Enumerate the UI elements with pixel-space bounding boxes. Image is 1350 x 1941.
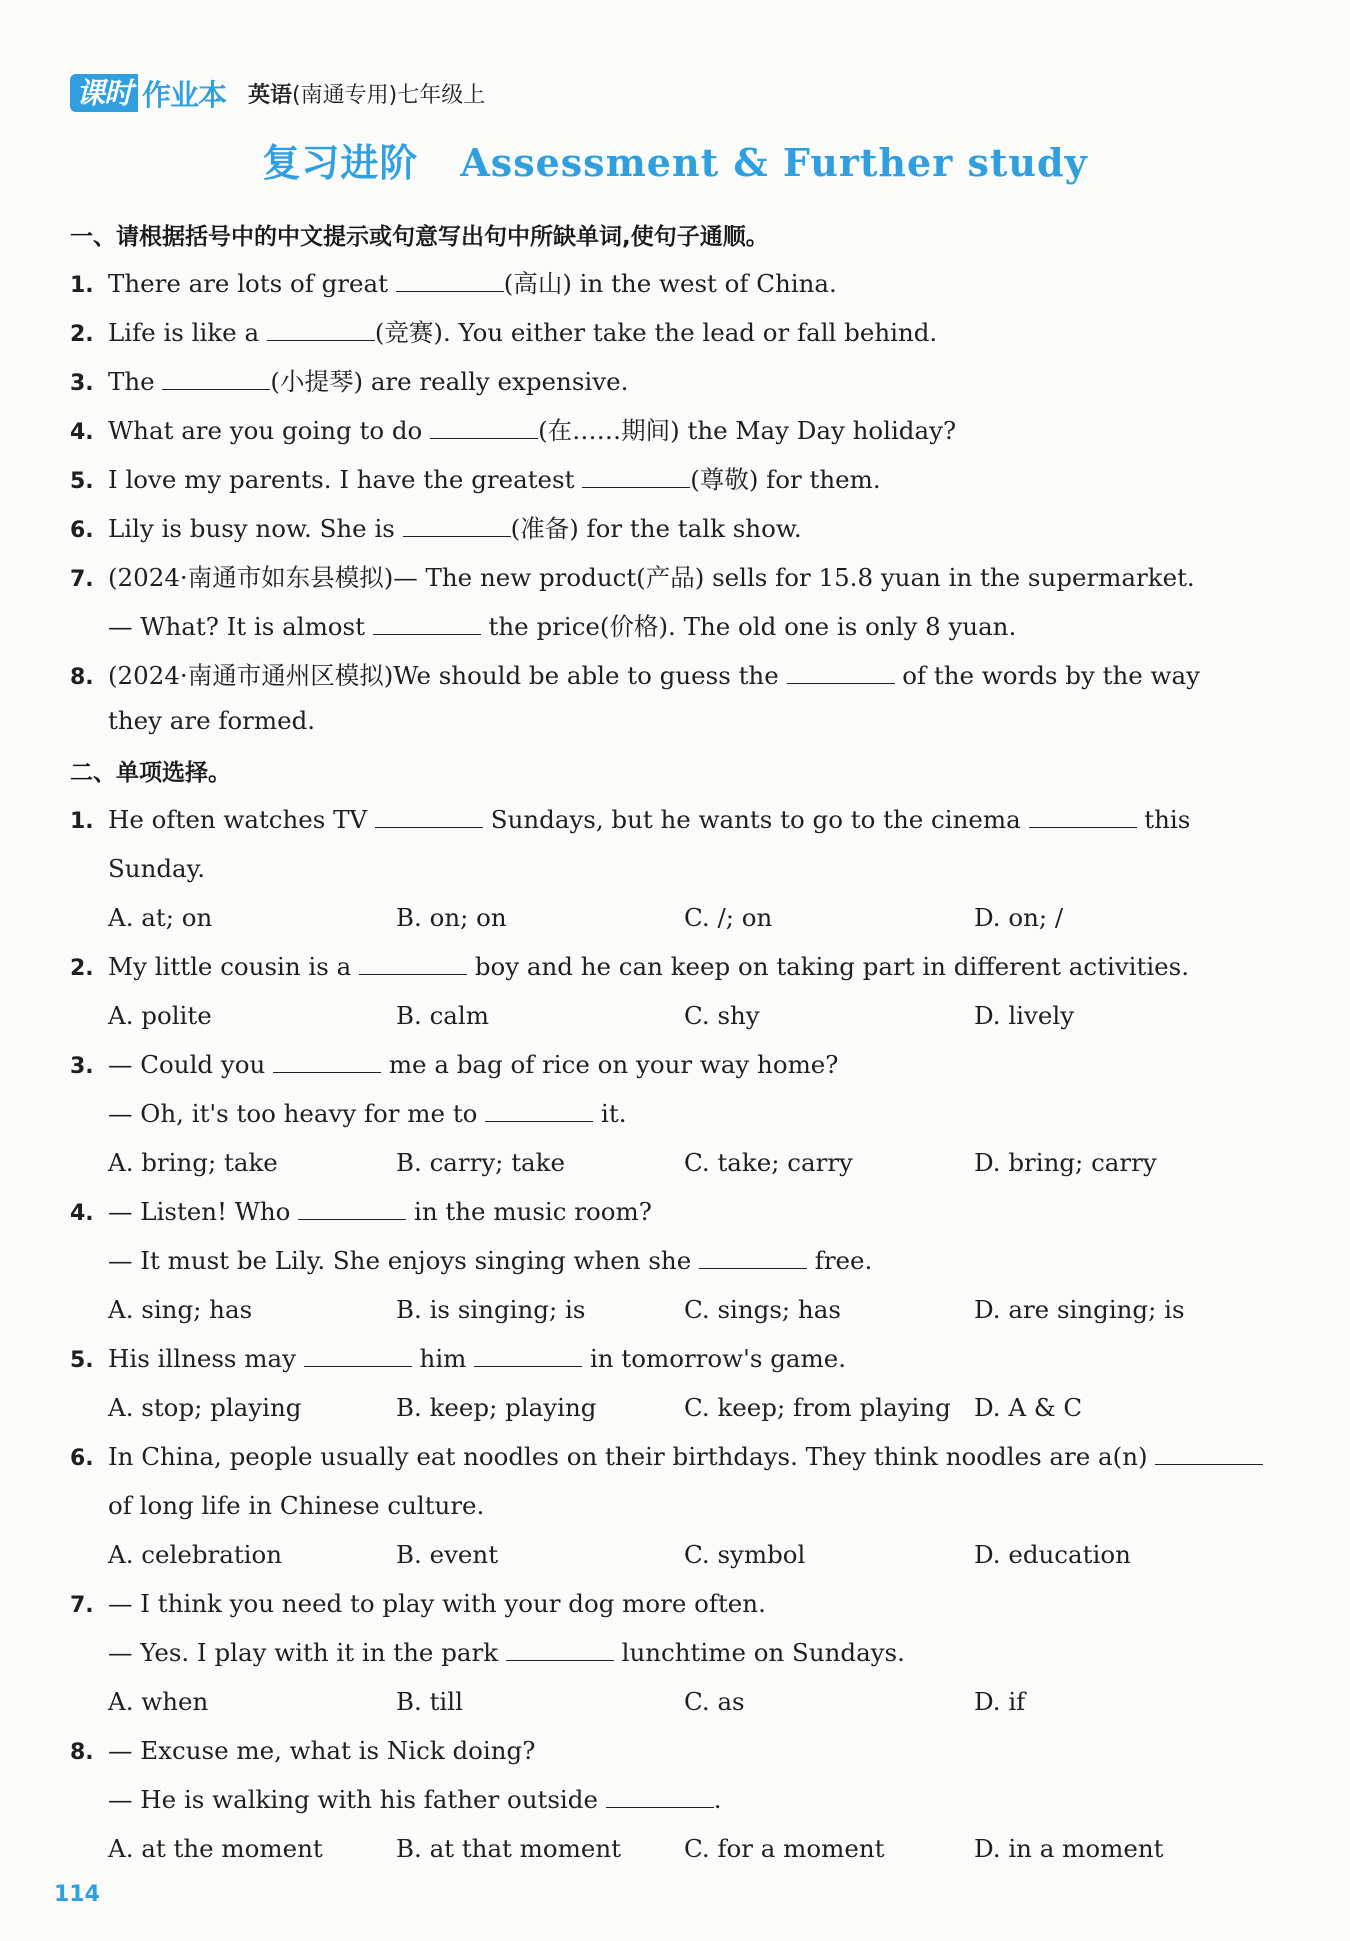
title-cn: 复习进阶 (262, 141, 419, 185)
logo-part2: 作业本 (142, 77, 227, 112)
page-title (0, 132, 1350, 187)
option-b[interactable]: B. calm (396, 1001, 489, 1030)
option-d[interactable]: D. A & C (974, 1393, 1083, 1422)
section1-heading: 一、请根据括号中的中文提示或句意写出句中所缺单词,使句子通顺。 (70, 224, 769, 250)
logo-part1: 课时 (70, 74, 138, 112)
option-a[interactable]: A. at the moment (108, 1834, 323, 1863)
answer-blank[interactable] (699, 1267, 807, 1269)
item-number: 7. (70, 1593, 94, 1618)
option-a[interactable]: A. sing; has (108, 1295, 253, 1324)
item-text: this (1136, 805, 1191, 834)
option-b[interactable]: B. is singing; is (396, 1295, 586, 1324)
title-en: Assessment & Further study (460, 140, 1088, 185)
mc-question-2 (70, 952, 1189, 981)
item-number: 6. (70, 1446, 94, 1471)
item-text: There are lots of great (108, 269, 396, 298)
answer-blank[interactable] (375, 826, 483, 828)
mc-question-4 (70, 1197, 652, 1226)
item-text: (高山) in the west of China. (503, 269, 837, 298)
item-text: free. (806, 1246, 873, 1275)
item-text: In China, people usually eat noodles on their birthdays. They think noodles are a(n) (108, 1442, 1156, 1471)
item-text: My little cousin is a (108, 952, 360, 981)
answer-blank[interactable] (506, 1659, 614, 1661)
item-number: 3. (70, 1054, 94, 1079)
fill-item-1 (70, 265, 837, 300)
item-text: (2024·南通市通州区模拟)We should be able to guess the (108, 661, 787, 690)
item-text: Life is like a (108, 318, 267, 347)
subject-bold: 英语 (248, 82, 293, 108)
answer-blank[interactable] (430, 437, 538, 439)
option-a[interactable]: A. celebration (108, 1540, 283, 1569)
fill-item-2 (70, 314, 937, 349)
option-a[interactable]: A. when (108, 1687, 209, 1716)
mc-question-3-line2 (108, 1099, 626, 1128)
item-text: (尊敬) for them. (690, 465, 881, 494)
mc-question-6-cont: of long life in Chinese culture. (108, 1491, 485, 1520)
option-c[interactable]: C. shy (684, 1001, 760, 1030)
option-b[interactable]: B. event (396, 1540, 499, 1569)
page-number: 114 (54, 1882, 100, 1907)
mc-question-4-line2 (108, 1246, 872, 1275)
item-number: 7. (70, 567, 94, 592)
item-text: — Yes. I play with it in the park (108, 1638, 506, 1667)
mc-question-1 (70, 805, 1190, 834)
subject-label (248, 78, 485, 109)
item-text: (2024·南通市如东县模拟)— The new product(产品) sells for 15.8 yuan in the supermarket. (108, 563, 1195, 592)
item-number: 6. (70, 518, 94, 543)
item-number: 8. (70, 1740, 94, 1765)
option-d[interactable]: D. bring; carry (974, 1148, 1157, 1177)
fill-item-3 (70, 363, 628, 398)
answer-blank[interactable] (485, 1120, 593, 1122)
option-d[interactable]: D. if (974, 1687, 1026, 1716)
answer-blank[interactable] (373, 633, 481, 635)
fill-item-7 (70, 559, 1195, 594)
item-text: of the words by the way (894, 661, 1200, 690)
option-b[interactable]: B. at that moment (396, 1834, 622, 1863)
answer-blank[interactable] (273, 1071, 381, 1073)
item-text: The (108, 367, 163, 396)
item-text: Lily is busy now. She is (108, 514, 403, 543)
option-a[interactable]: A. at; on (108, 903, 213, 932)
item-text: . (713, 1785, 722, 1814)
answer-blank[interactable] (787, 682, 895, 684)
answer-blank[interactable] (162, 388, 270, 390)
item-text: — Excuse me, what is Nick doing? (108, 1736, 536, 1765)
item-text: in the music room? (406, 1197, 652, 1226)
answer-blank[interactable] (298, 1218, 406, 1220)
option-d[interactable]: D. in a moment (974, 1834, 1164, 1863)
option-a[interactable]: A. bring; take (108, 1148, 278, 1177)
item-text: me a bag of rice on your way home? (381, 1050, 839, 1079)
item-text: (准备) for the talk show. (510, 514, 802, 543)
item-number: 5. (70, 469, 94, 494)
option-c[interactable]: C. keep; from playing (684, 1393, 951, 1422)
answer-blank[interactable] (403, 535, 511, 537)
item-text: — What? It is almost (108, 612, 373, 641)
answer-blank[interactable] (606, 1806, 714, 1808)
answer-blank[interactable] (1029, 826, 1137, 828)
fill-item-5 (70, 461, 881, 496)
item-text: I love my parents. I have the greatest (108, 465, 583, 494)
option-b[interactable]: B. keep; playing (396, 1393, 597, 1422)
item-text: lunchtime on Sundays. (613, 1638, 905, 1667)
fill-item-8-cont: they are formed. (108, 706, 316, 735)
item-text: His illness may (108, 1344, 304, 1373)
fill-item-7-cont (108, 608, 1016, 643)
item-text: in tomorrow's game. (582, 1344, 847, 1373)
section2-heading: 二、单项选择。 (70, 760, 231, 786)
option-c[interactable]: C. /; on (684, 903, 773, 932)
fill-item-6 (70, 510, 802, 545)
mc-question-5 (70, 1344, 846, 1373)
option-d[interactable]: D. lively (974, 1001, 1075, 1030)
item-number: 3. (70, 371, 94, 396)
option-c[interactable]: C. take; carry (684, 1148, 853, 1177)
item-text: (在……期间) the May Day holiday? (538, 416, 957, 445)
item-text: (小提琴) are really expensive. (270, 367, 629, 396)
mc-question-8-line2 (108, 1785, 722, 1814)
brand-logo (70, 73, 226, 113)
item-text: it. (593, 1099, 627, 1128)
option-b[interactable]: B. carry; take (396, 1148, 566, 1177)
answer-blank[interactable] (267, 339, 375, 341)
answer-blank[interactable] (1155, 1463, 1263, 1465)
answer-blank[interactable] (474, 1365, 582, 1367)
item-text: What are you going to do (108, 416, 431, 445)
item-number: 2. (70, 956, 94, 981)
item-text: — Oh, it's too heavy for me to (108, 1099, 486, 1128)
option-a[interactable]: A. stop; playing (108, 1393, 302, 1422)
option-c[interactable]: C. symbol (684, 1540, 806, 1569)
item-number: 1. (70, 273, 94, 298)
fill-item-4 (70, 412, 956, 447)
item-number: 4. (70, 1201, 94, 1226)
option-c[interactable]: C. sings; has (684, 1295, 841, 1324)
option-b[interactable]: B. till (396, 1687, 463, 1716)
mc-question-6 (70, 1442, 1263, 1471)
item-number: 2. (70, 322, 94, 347)
option-a[interactable]: A. polite (108, 1001, 212, 1030)
mc-question-3 (70, 1050, 838, 1079)
item-text: — Could you (108, 1050, 274, 1079)
answer-blank[interactable] (396, 290, 504, 292)
mc-question-8 (70, 1736, 535, 1765)
mc-question-7-line2 (108, 1638, 905, 1667)
item-text: — I think you need to play with your dog more often. (108, 1589, 766, 1618)
answer-blank[interactable] (359, 973, 467, 975)
option-c[interactable]: C. as (684, 1687, 745, 1716)
item-text: — Listen! Who (108, 1197, 299, 1226)
answer-blank[interactable] (304, 1365, 412, 1367)
item-number: 8. (70, 665, 94, 690)
item-text: boy and he can keep on taking part in different activities. (467, 952, 1190, 981)
item-number: 4. (70, 420, 94, 445)
option-b[interactable]: B. on; on (396, 903, 507, 932)
item-text: Sundays, but he wants to go to the cinema (483, 805, 1029, 834)
item-text: (竞赛). You either take the lead or fall behind. (374, 318, 938, 347)
option-d[interactable]: D. education (974, 1540, 1131, 1569)
item-text: — It must be Lily. She enjoys singing when she (108, 1246, 699, 1275)
answer-blank[interactable] (582, 486, 690, 488)
item-number: 1. (70, 809, 94, 834)
page-header (70, 72, 485, 114)
item-text: He often watches TV (108, 805, 375, 834)
fill-item-8 (70, 657, 1200, 692)
item-text: the price(价格). The old one is only 8 yuan. (480, 612, 1017, 641)
item-number: 5. (70, 1348, 94, 1373)
item-text: him (411, 1344, 475, 1373)
item-text: — He is walking with his father outside (108, 1785, 606, 1814)
option-d[interactable]: D. are singing; is (974, 1295, 1185, 1324)
mc-question-7 (70, 1589, 766, 1618)
subject-rest: (南通专用)七年级上 (292, 82, 486, 108)
mc-question-1-cont: Sunday. (108, 854, 206, 883)
option-c[interactable]: C. for a moment (684, 1834, 885, 1863)
option-d[interactable]: D. on; / (974, 903, 1064, 932)
